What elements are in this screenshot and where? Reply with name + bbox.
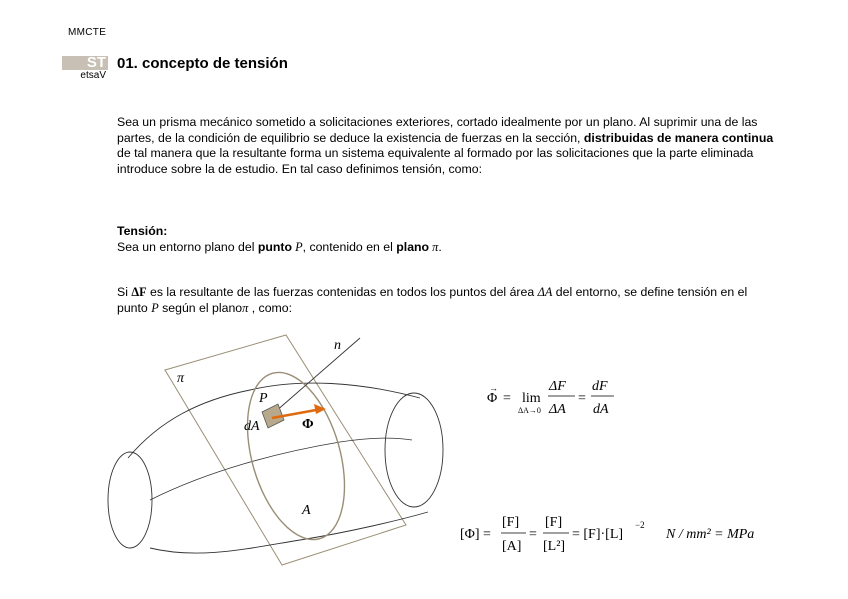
f1-den1: ΔA xyxy=(549,402,566,417)
tension-heading: Tensión: xyxy=(117,224,168,238)
normal-line xyxy=(275,338,360,412)
intro-text-a: Sea un prisma mecánico sometido a solicitaciones exteriores, cortado idealmente por un plano. Al suprimir una de las partes, de la condición de equilibrio se deduce la existencia de fuerzas en la sección, xyxy=(117,115,758,145)
tension-var-pi: π xyxy=(429,239,439,254)
def-var-P: P xyxy=(151,300,159,315)
logo-sub-text: etsaV xyxy=(80,70,106,81)
tension-bold-point: punto xyxy=(257,239,293,254)
label-phi: Φ xyxy=(302,417,314,432)
f2-exp: −2 xyxy=(635,520,645,530)
stress-formula xyxy=(487,379,614,417)
def-text-3: del entorno, se define tensión en el punto xyxy=(117,285,748,315)
def-text-4: según el plano xyxy=(158,300,243,315)
f1-num2: dF xyxy=(592,379,608,394)
tension-bold-plane: plano xyxy=(396,239,430,254)
f2-den1: [A] xyxy=(502,539,522,554)
def-var-dA: ΔA xyxy=(537,285,553,299)
f2-eq: = xyxy=(529,527,537,542)
prism-right-end xyxy=(385,393,443,507)
prism-inner-line xyxy=(150,438,412,500)
intro-bold: distribuidas de manera continua xyxy=(583,130,774,145)
label-A: A xyxy=(302,503,311,518)
label-pi: π xyxy=(177,371,185,386)
f1-eq2: = xyxy=(578,391,586,406)
label-n: n xyxy=(334,338,341,353)
page-title: 01. concepto de tensión xyxy=(117,55,288,72)
document-code: MMCTE xyxy=(68,27,107,38)
f1-lim-sub: ΔA→0 xyxy=(518,406,541,415)
f1-num1: ΔF xyxy=(549,379,566,394)
f1-lim: lim xyxy=(522,391,541,406)
label-P: P xyxy=(259,391,268,406)
tension-text-1: Sea un entorno plano del xyxy=(117,239,258,254)
f1-eq1: = xyxy=(503,391,511,406)
prism-left-end xyxy=(108,452,152,548)
f2-den2: [L²] xyxy=(543,539,566,554)
label-dA: dA xyxy=(244,419,260,434)
prism-lower-edge xyxy=(150,512,428,553)
f2-lhs: [Φ] = xyxy=(460,527,491,542)
logo-main-text: ST xyxy=(86,54,106,71)
f1-lhs: Φ xyxy=(487,391,498,406)
f2-num2: [F] xyxy=(545,515,563,530)
stress-arrow-head xyxy=(314,404,326,414)
units-formula xyxy=(460,515,754,554)
def-text-5: , como: xyxy=(248,300,293,315)
def-var-dF: ΔF xyxy=(131,285,147,299)
f2-num1: [F] xyxy=(502,515,520,530)
cutting-plane xyxy=(165,335,406,565)
f2-units: N / mm² = MPa xyxy=(666,527,755,542)
tension-text-3: . xyxy=(438,239,442,254)
f1-lhs-arrow: → xyxy=(489,383,498,393)
tension-var-P: P xyxy=(292,239,303,254)
def-text-1: Si xyxy=(117,285,132,299)
tension-text-2: , contenido en el xyxy=(302,239,397,254)
def-var-pi: π xyxy=(242,300,249,315)
f2-rhs: = [F]·[L] xyxy=(572,527,624,542)
f1-den2: dA xyxy=(593,402,609,417)
def-text-2: es la resultante de las fuerzas contenidas en todos los puntos del área xyxy=(146,285,538,299)
intro-text-b: de tal manera que la resultante forma un sistema equivalente al formado por las solicitaciones que la parte eliminada introduce sobre la de estudio. En tal caso definimos tensión, como: xyxy=(117,146,754,176)
